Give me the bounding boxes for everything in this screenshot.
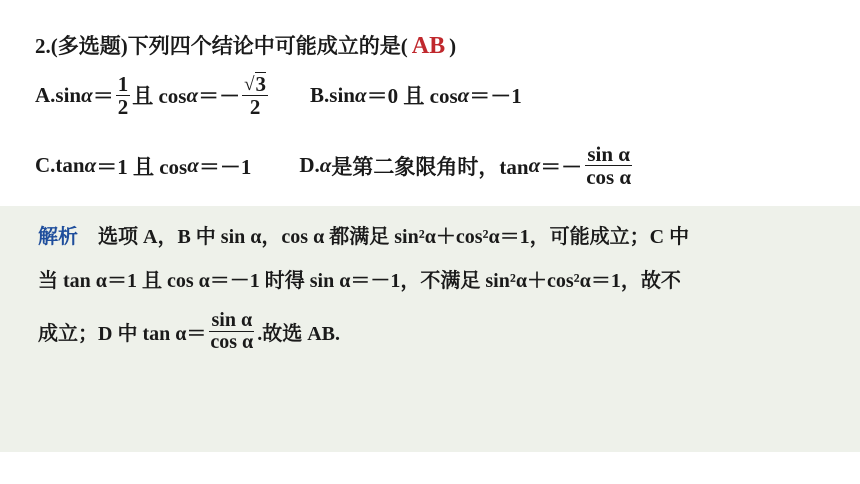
- alpha-symbol: α: [81, 82, 93, 107]
- alpha-symbol: α: [457, 82, 470, 107]
- question-stem: [35, 30, 456, 60]
- analysis-text-3a: 成立；D 中 tan α＝: [38, 323, 207, 345]
- fraction-denominator: 2: [117, 94, 129, 119]
- fraction-denominator: cos α: [586, 165, 632, 190]
- option-b: [310, 80, 522, 110]
- alpha-symbol: α: [186, 82, 199, 107]
- option-d-text-3: ＝－: [540, 154, 583, 179]
- option-c-text: C.tan: [35, 153, 85, 178]
- option-a-text: A.sin: [35, 82, 82, 107]
- option-c: [35, 151, 251, 181]
- option-d-text-2: 是第二象限角时，tan: [331, 154, 529, 179]
- sqrt-symbol: √ 3: [244, 72, 267, 96]
- alpha-symbol: α: [187, 153, 199, 178]
- option-b-text: B.sin: [310, 82, 355, 107]
- alpha-symbol: α: [319, 153, 332, 178]
- analysis-label: 解析: [38, 226, 78, 248]
- fraction-numerator: sin α: [211, 309, 253, 331]
- fraction-denominator: cos α: [210, 331, 254, 353]
- option-a-eq: ＝: [92, 84, 114, 109]
- alpha-symbol: α: [355, 82, 367, 107]
- fraction-denominator: 2: [249, 95, 261, 120]
- analysis-line-2: [38, 264, 681, 293]
- fraction-sin-over-cos: [584, 143, 633, 188]
- analysis-panel: [0, 206, 860, 452]
- option-a-eq-2: ＝－: [198, 84, 241, 109]
- analysis-text-2: 当 tan α＝1 且 cos α＝－1 时得 sin α＝－1，不满足 sin²α＋cos²α＝1，故不: [38, 270, 681, 292]
- fraction-numerator: sin α: [587, 142, 630, 166]
- options-row-1: [35, 72, 522, 118]
- option-d-text: D.: [299, 153, 320, 178]
- alpha-symbol: α: [528, 153, 541, 178]
- analysis-text-3b: .故选 AB.: [257, 323, 341, 345]
- options-row-2: [35, 143, 635, 188]
- radicand: 3: [255, 72, 267, 96]
- question-suffix: ): [449, 34, 457, 58]
- analysis-text-1: 选项 A，B 中 sin α，cos α 都满足 sin²α＋cos²α＝1，可能成立；C 中: [98, 226, 690, 248]
- option-b-text-2: ＝0 且 cos: [366, 84, 458, 109]
- alpha-symbol: α: [84, 153, 97, 178]
- analysis-line-1: [38, 220, 689, 249]
- analysis-fraction: [208, 310, 255, 353]
- option-a-text-2: 且 cos: [132, 84, 187, 109]
- option-d: [299, 143, 635, 188]
- analysis-line-3: [38, 310, 340, 353]
- fraction-numerator: 1: [117, 71, 129, 96]
- option-b-text-3: ＝－1: [469, 84, 522, 109]
- fraction-numerator: [242, 72, 268, 96]
- fraction-one-half: [116, 73, 131, 118]
- question-prefix: 2.(多选题)下列四个结论中可能成立的是(: [35, 34, 408, 58]
- option-c-text-2: ＝1 且 cos: [96, 154, 188, 179]
- option-c-text-3: ＝－1: [198, 154, 252, 179]
- answer-text: AB: [411, 33, 446, 59]
- fraction-sqrt3-over-2: [242, 72, 268, 118]
- option-a: [35, 72, 270, 118]
